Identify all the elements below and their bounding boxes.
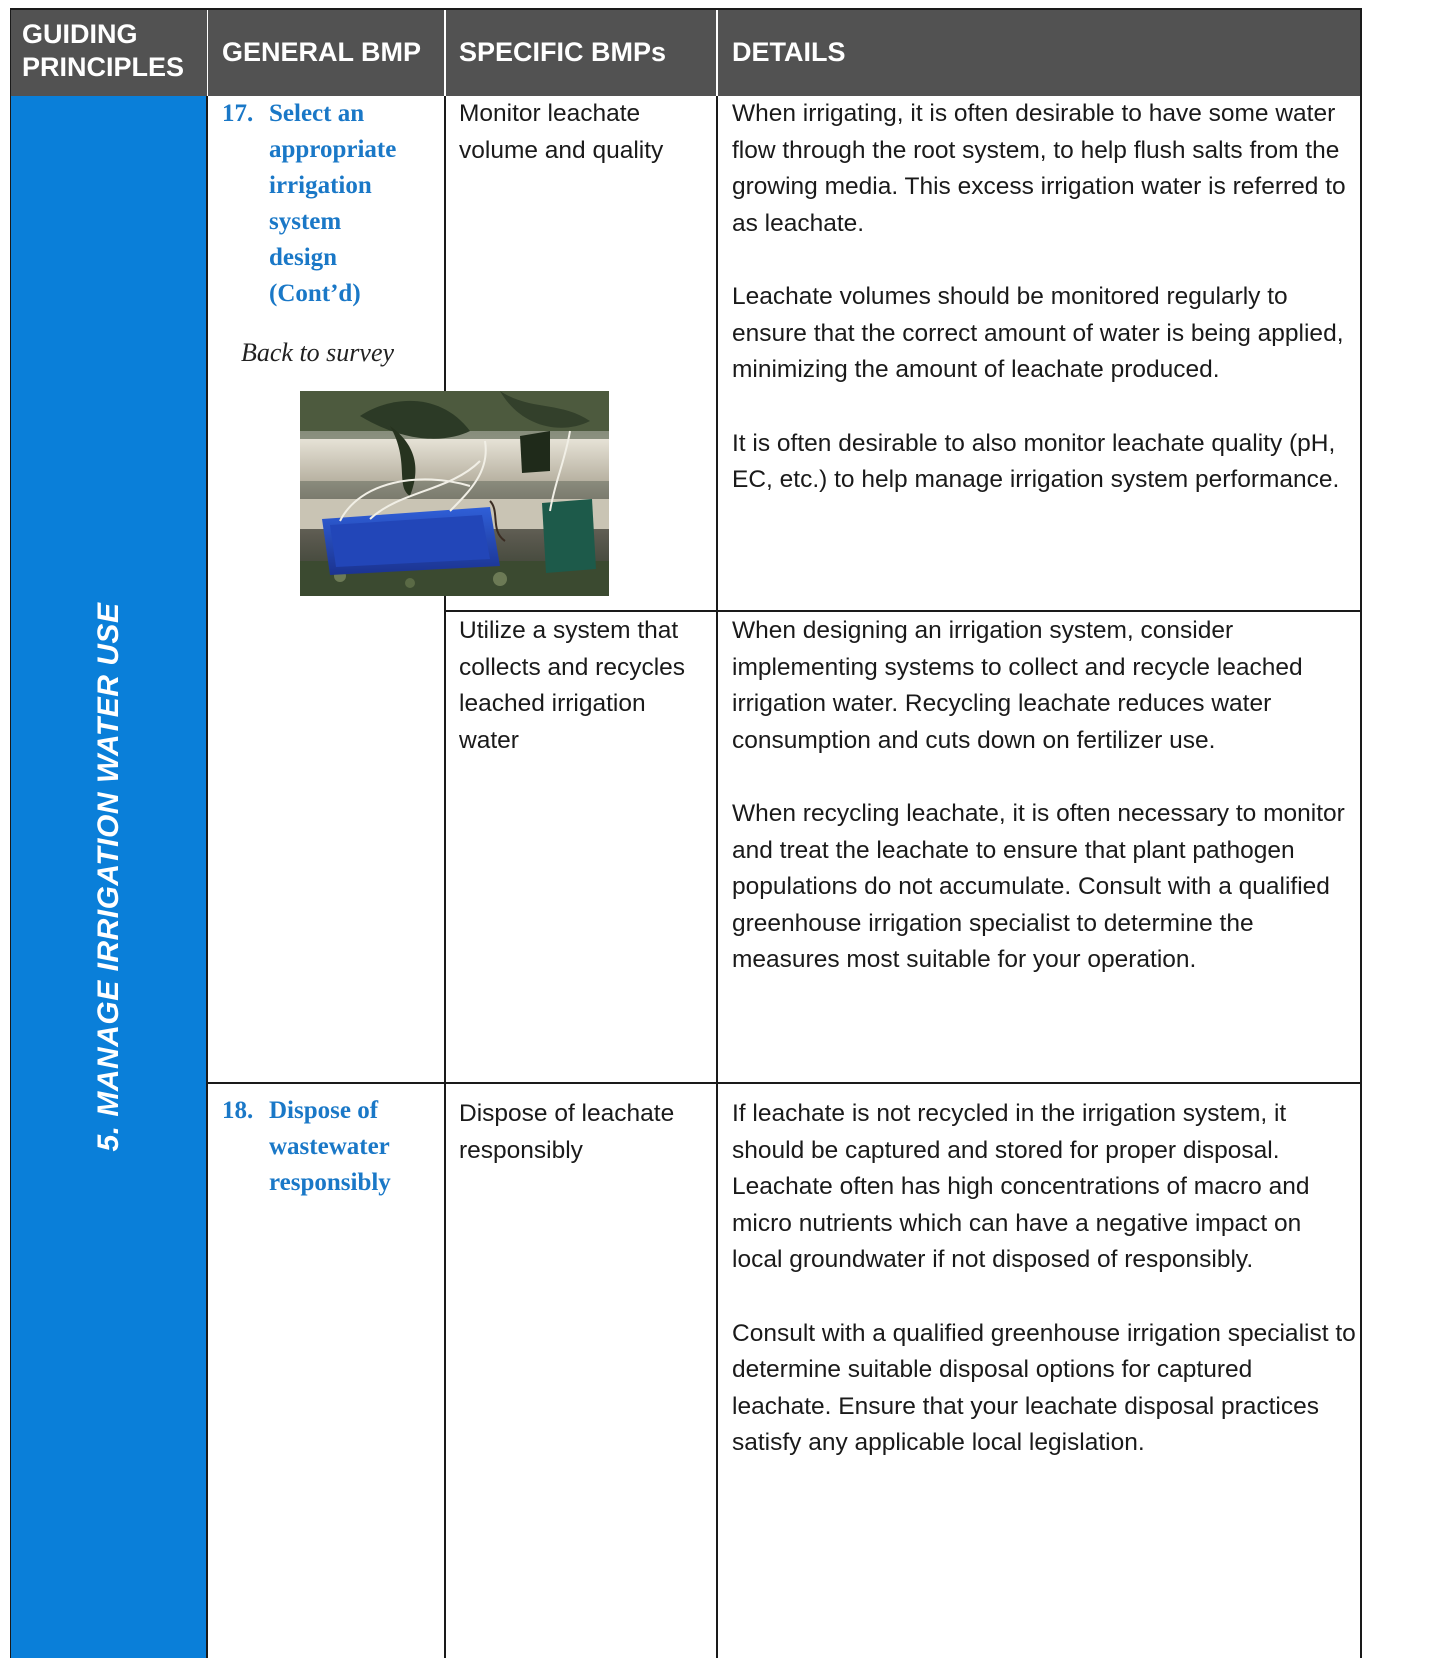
- details-monitor-leachate: [732, 96, 1356, 499]
- details-paragraph: When designing an irrigation system, consider implementing systems to collect and recycle leached irrigation water. Recycling leachate reduces water consumption and cuts down on fertilizer use.: [732, 617, 1303, 754]
- header-divider: [207, 8, 208, 96]
- column-divider: [444, 96, 446, 1658]
- header-guiding-line-1: GUIDING: [22, 19, 138, 49]
- header-details: DETAILS: [718, 8, 1362, 96]
- header-divider: [444, 8, 445, 96]
- table-border: [1360, 8, 1362, 1658]
- leachate-collection-tray-photo: [300, 391, 609, 596]
- column-divider: [206, 96, 208, 1658]
- bmp-number: 17.: [222, 100, 254, 127]
- table-border: [10, 8, 1362, 10]
- details-recycle-leachate: [732, 613, 1356, 979]
- row-divider: [444, 610, 1362, 612]
- details-paragraph: It is often desirable to also monitor leachate quality (pH, EC, etc.) to help manage irrigation system performance.: [732, 429, 1340, 493]
- specific-bmp-dispose-leachate: Dispose of leachate responsibly: [459, 1100, 675, 1164]
- general-bmp-17: 17. Select an appropriate irrigation system design (Cont’d): [222, 96, 396, 312]
- details-paragraph: When recycling leachate, it is often necessary to monitor and treat the leachate to ensure that plant pathogen populations do not accumulate. Consult with a qualified greenhouse irrigation specialist to determine the measures most suitable for your operation.: [732, 800, 1345, 973]
- details-paragraph: If leachate is not recycled in the irrigation system, it should be captured and stored for proper disposal. Leachate often has high concentrations of macro and micro nutrients which can have a negative impact on local groundwater if not disposed of responsibly.: [732, 1100, 1310, 1273]
- header-guiding-principles: [10, 8, 207, 96]
- header-specific-bmps: SPECIFIC BMPs: [446, 8, 716, 96]
- guiding-principle-label: 5. MANAGE IRRIGATION WATER USE: [91, 602, 125, 1152]
- details-paragraph: Consult with a qualified greenhouse irrigation specialist to determine suitable disposal options for captured leachate. Ensure that your leachate disposal practices satisfy any applicable local legislation.: [732, 1319, 1356, 1456]
- specific-bmp-monitor-leachate: Monitor leachate volume and quality: [459, 100, 664, 164]
- column-divider: [716, 96, 718, 1658]
- header-general-bmp: GENERAL BMP: [208, 8, 444, 96]
- table-border: [10, 8, 11, 1658]
- general-bmp-18: 18. Dispose of wastewater responsibly: [222, 1093, 391, 1201]
- back-to-survey-link[interactable]: Back to survey: [241, 338, 395, 367]
- specific-bmp-recycle-leachate: Utilize a system that collects and recycles leached irrigation water: [459, 617, 686, 754]
- header-divider: [716, 8, 717, 96]
- details-paragraph: Leachate volumes should be monitored regularly to ensure that the correct amount of water is being applied, minimizing the amount of leachate produced.: [732, 283, 1344, 383]
- details-paragraph: When irrigating, it is often desirable to have some water flow through the root system, to help flush salts from the growing media. This excess irrigation water is referred to as leachate.: [732, 100, 1346, 237]
- header-guiding-line-2: PRINCIPLES: [22, 52, 185, 82]
- details-dispose-leachate: [732, 1096, 1356, 1462]
- bmp-number: 18.: [222, 1097, 254, 1124]
- row-divider: [206, 1082, 1362, 1084]
- guiding-principle-band: [10, 96, 207, 1658]
- bmp-table: [10, 8, 1362, 1658]
